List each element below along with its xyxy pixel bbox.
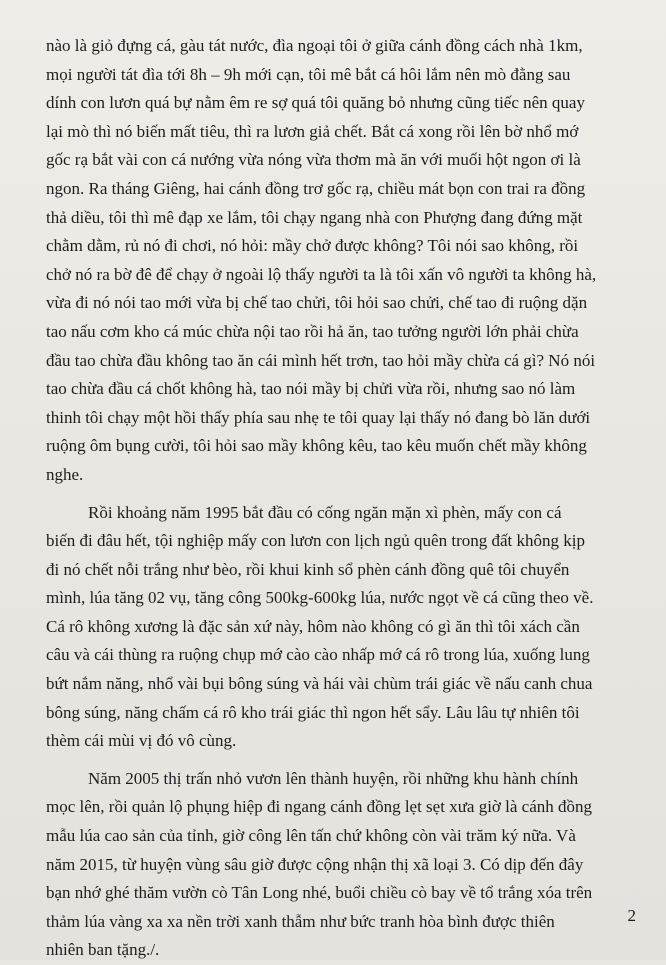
text-line: tao chừa đầu cá chốt không hà, tao nói mầy bị chửi vừa rồi, nhưng sao nó làm (46, 379, 576, 399)
text-line: mọi người tát đìa tới 8h – 9h mới cạn, tôi mê bắt cá hôi lắm nên mò đằng sau (46, 64, 571, 84)
text-line: Cá rô không xương là đặc sản xứ này, hôm nào không có gì ăn thì tôi xách cần (46, 616, 580, 636)
text-line: Năm 2005 thị trấn nhỏ vươn lên thành huyện, rồi những khu hành chính (88, 768, 579, 788)
text-line: thinh tôi chạy một hồi thấy phía sau nhẹ te tôi quay lại thấy nó đang bò lăn dưới (46, 407, 591, 427)
text-line: ruộng ôm bụng cười, tôi hỏi sao mầy không kêu, tao kêu muốn chết mầy không (46, 436, 587, 456)
text-line: ngon. Ra tháng Giêng, hai cánh đồng trơ gốc rạ, chiều mát bọn con trai ra đồng (46, 178, 586, 198)
text-line: biến đi đâu hết, tội nghiệp mấy con lươn con lịch ngủ quên trong đất không kịp (46, 531, 585, 551)
text-line: năm 2015, từ huyện vùng sâu giờ được cộng nhận thị xã loại 3. Có dịp đến đây (46, 854, 584, 874)
text-line: thèm cái mùi vị đó vô cùng. (46, 731, 237, 751)
text-line: nhiên ban tặng./. (46, 940, 160, 960)
text-line: bạn nhớ ghé thăm vườn cò Tân Long nhé, buổi chiều cò bay về tổ trắng xóa trên (46, 883, 593, 903)
text-line: Rồi khoảng năm 1995 bắt đầu có cống ngăn mặn xì phèn, mấy con cá (88, 502, 562, 522)
text-line: nghe. (46, 464, 84, 484)
text-line: chằm dằm, rủ nó đi chơi, nó hỏi: mầy chở được không? Tôi nói sao không, rồi (46, 236, 579, 256)
page-number: 2 (627, 906, 636, 925)
text-line: gốc rạ bắt vài con cá nướng vừa nóng vừa thơm mà ăn với muối hột ngon ơi là (46, 150, 581, 170)
text-line: thảm lúa vàng xa xa nền trời xanh thẫm như bức tranh hòa bình được thiên (46, 911, 555, 931)
text-line: vừa đi nó nói tao mới vừa bị chế tao chửi, tôi hỏi sao chửi, chế tao đi ruộng dặn (46, 293, 588, 313)
text-line: đầu tao chừa đầu không tao ăn cái mình hết trơn, tao hỏi mầy chừa cá gì? Nó nói (46, 350, 596, 370)
text-line: câu và cái thùng ra ruộng chụp mớ cào cào nhấp mớ cá rô trong lúa, xuống lung (46, 645, 590, 665)
text-line: tao nấu cơm kho cá múc chừa nội tao rồi hả ăn, tao tưởng người lớn phải chừa (46, 321, 579, 341)
text-line: mẫu lúa cao sản của tỉnh, giờ công lên tấn chứ không còn vài trăm ký nữa. Và (46, 826, 576, 846)
text-line: dính con lươn quá bự nằm êm re sợ quá tôi quăng bỏ nhưng cũng tiếc nên quay (46, 93, 585, 113)
text-line: đi nó chết nỗi trắng như bèo, rồi khui kinh sổ phèn cánh đồng quê tôi chuyển (46, 559, 570, 579)
text-line: chở nó ra bờ đê để chạy ở ngoài lộ thấy người ta là tôi xấn vô người ta không hà, (46, 264, 597, 284)
paragraph-1 (46, 32, 626, 490)
text-line: bứt nắm năng, nhổ vài bụi bông súng và hái vài chùm trái giác về nấu canh chua (46, 674, 593, 694)
text-line: mọc lên, rồi quản lộ phụng hiệp đi ngang cánh đồng lẹt sẹt xưa giờ là cánh đồng (46, 797, 593, 817)
paragraph-3 (46, 765, 626, 965)
text-line: bông súng, năng chấm cá rô kho trái giác thì ngon hết sẩy. Lâu lâu tự nhiên tôi (46, 702, 580, 722)
text-line: nào là giỏ đựng cá, gàu tát nước, đìa ngoại tôi ở giữa cánh đồng cách nhà 1km, (46, 36, 583, 55)
paragraph-2 (46, 499, 626, 756)
text-line: thả diều, tôi thì mê đạp xe lắm, tôi chạy ngang nhà con Phượng đang đứng mặt (46, 207, 583, 227)
text-line: lại mò thì nó biến mất tiêu, thì ra lươn giả chết. Bắt cá xong rồi lên bờ nhổ mớ (46, 121, 579, 141)
text-line: mình, lúa tăng 02 vụ, tăng công 500kg-600kg lúa, nước ngọt về cá cũng theo về. (46, 588, 594, 608)
